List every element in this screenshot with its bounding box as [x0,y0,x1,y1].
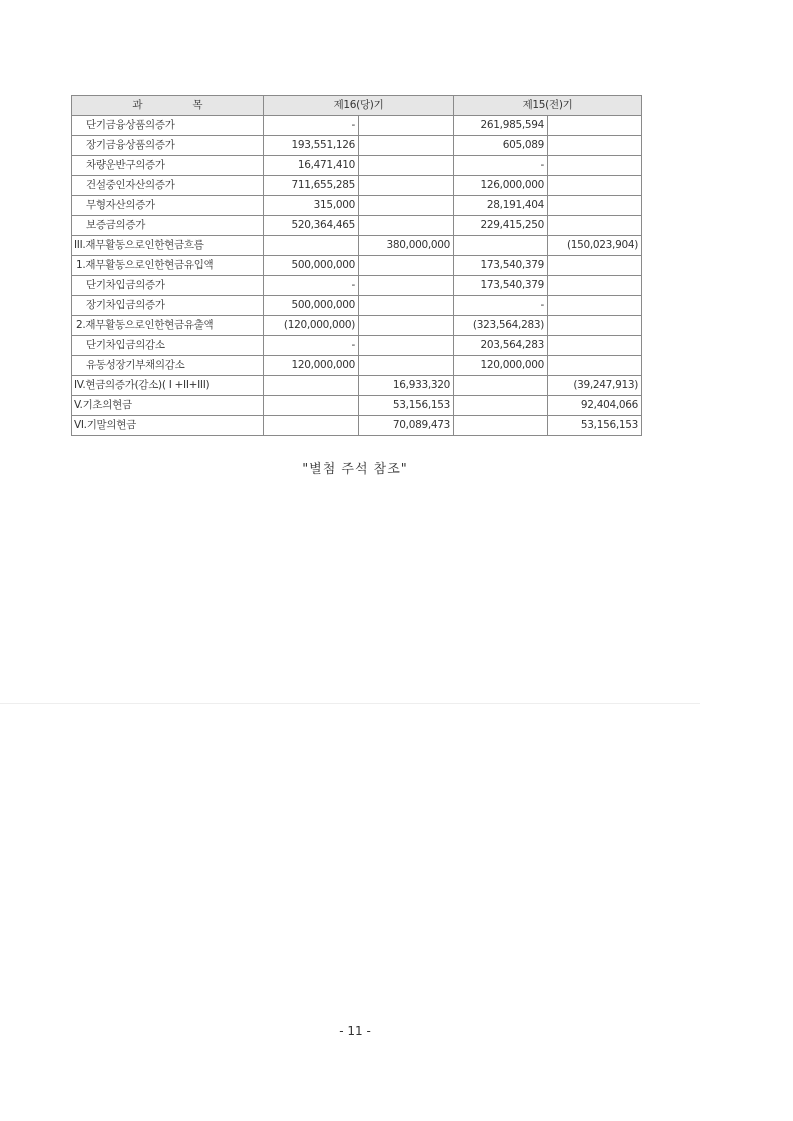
row-label: 단기차입금의감소 [72,336,264,356]
current-total-value: 53,156,153 [359,396,454,416]
current-total-value [359,356,454,376]
current-detail-value: - [264,116,359,136]
current-total-value [359,336,454,356]
row-label: VI.기말의현금 [72,416,264,436]
current-total-value: 380,000,000 [359,236,454,256]
previous-total-value: (39,247,913) [548,376,642,396]
header-current-period: 제16(당)기 [264,96,454,116]
previous-detail-value: - [454,296,548,316]
row-label: 유동성장기부채의감소 [72,356,264,376]
table-row [72,176,642,196]
previous-detail-value: 173,540,379 [454,256,548,276]
current-detail-value: 120,000,000 [264,356,359,376]
row-label: 단기차입금의증가 [72,276,264,296]
row-label: 무형자산의증가 [72,196,264,216]
current-total-value [359,276,454,296]
table-row [72,196,642,216]
previous-detail-value: 120,000,000 [454,356,548,376]
current-detail-value [264,396,359,416]
previous-total-value: 92,404,066 [548,396,642,416]
current-detail-value [264,416,359,436]
previous-total-value [548,156,642,176]
current-total-value [359,196,454,216]
previous-total-value [548,276,642,296]
current-total-value [359,156,454,176]
table-row [72,156,642,176]
current-total-value [359,316,454,336]
previous-detail-value: 229,415,250 [454,216,548,236]
current-detail-value: 711,655,285 [264,176,359,196]
current-detail-value: 500,000,000 [264,256,359,276]
page-number: - 11 - [339,1024,371,1038]
table-row [72,136,642,156]
row-label: 1.재무활동으로인한현금유입액 [72,256,264,276]
previous-total-value [548,316,642,336]
table-row [72,356,642,376]
previous-detail-value: 28,191,404 [454,196,548,216]
previous-detail-value: 261,985,594 [454,116,548,136]
previous-detail-value [454,416,548,436]
previous-total-value [548,176,642,196]
table-row [72,116,642,136]
previous-detail-value: 203,564,283 [454,336,548,356]
row-label: 2.재무활동으로인한현금유출액 [72,316,264,336]
page-divider [0,703,700,704]
previous-total-value: (150,023,904) [548,236,642,256]
previous-total-value [548,256,642,276]
previous-total-value: 53,156,153 [548,416,642,436]
current-detail-value: (120,000,000) [264,316,359,336]
row-label: 보증금의증가 [72,216,264,236]
previous-detail-value [454,396,548,416]
row-label: 단기금융상품의증가 [72,116,264,136]
table-row [72,296,642,316]
current-detail-value: - [264,276,359,296]
row-label: V.기초의현금 [72,396,264,416]
previous-total-value [548,216,642,236]
current-total-value [359,296,454,316]
row-label: 건설중인자산의증가 [72,176,264,196]
previous-detail-value [454,236,548,256]
previous-total-value [548,356,642,376]
current-total-value [359,256,454,276]
header-subject [72,96,264,116]
table-row [72,236,642,256]
current-detail-value [264,236,359,256]
previous-detail-value: 126,000,000 [454,176,548,196]
row-label: 장기차입금의증가 [72,296,264,316]
current-total-value: 70,089,473 [359,416,454,436]
current-detail-value: 16,471,410 [264,156,359,176]
previous-detail-value: 173,540,379 [454,276,548,296]
current-total-value [359,176,454,196]
previous-total-value [548,296,642,316]
current-detail-value: - [264,336,359,356]
previous-total-value [548,136,642,156]
previous-total-value [548,116,642,136]
table-row [72,416,642,436]
table-row [72,216,642,236]
header-previous-period: 제15(전)기 [454,96,642,116]
table-row [72,276,642,296]
previous-detail-value: 605,089 [454,136,548,156]
table-header-row [72,96,642,116]
table-row [72,316,642,336]
row-label: 장기금융상품의증가 [72,136,264,156]
current-detail-value: 520,364,465 [264,216,359,236]
previous-total-value [548,336,642,356]
previous-detail-value: - [454,156,548,176]
current-detail-value: 500,000,000 [264,296,359,316]
row-label: 차량운반구의증가 [72,156,264,176]
previous-detail-value [454,376,548,396]
cash-flow-table [71,95,642,436]
current-total-value [359,216,454,236]
current-total-value [359,136,454,156]
row-label: III.재무활동으로인한현금흐름 [72,236,264,256]
current-detail-value [264,376,359,396]
current-total-value [359,116,454,136]
table-row [72,336,642,356]
header-subject-a: 과 [132,99,143,111]
header-subject-b: 목 [192,99,203,111]
current-detail-value: 193,551,126 [264,136,359,156]
current-total-value: 16,933,320 [359,376,454,396]
previous-detail-value: (323,564,283) [454,316,548,336]
row-label: IV.현금의증가(감소)( I +II+III) [72,376,264,396]
table-row [72,396,642,416]
attachment-note: "별첨 주석 참조" [302,462,408,477]
current-detail-value: 315,000 [264,196,359,216]
table-row [72,376,642,396]
table-row [72,256,642,276]
previous-total-value [548,196,642,216]
